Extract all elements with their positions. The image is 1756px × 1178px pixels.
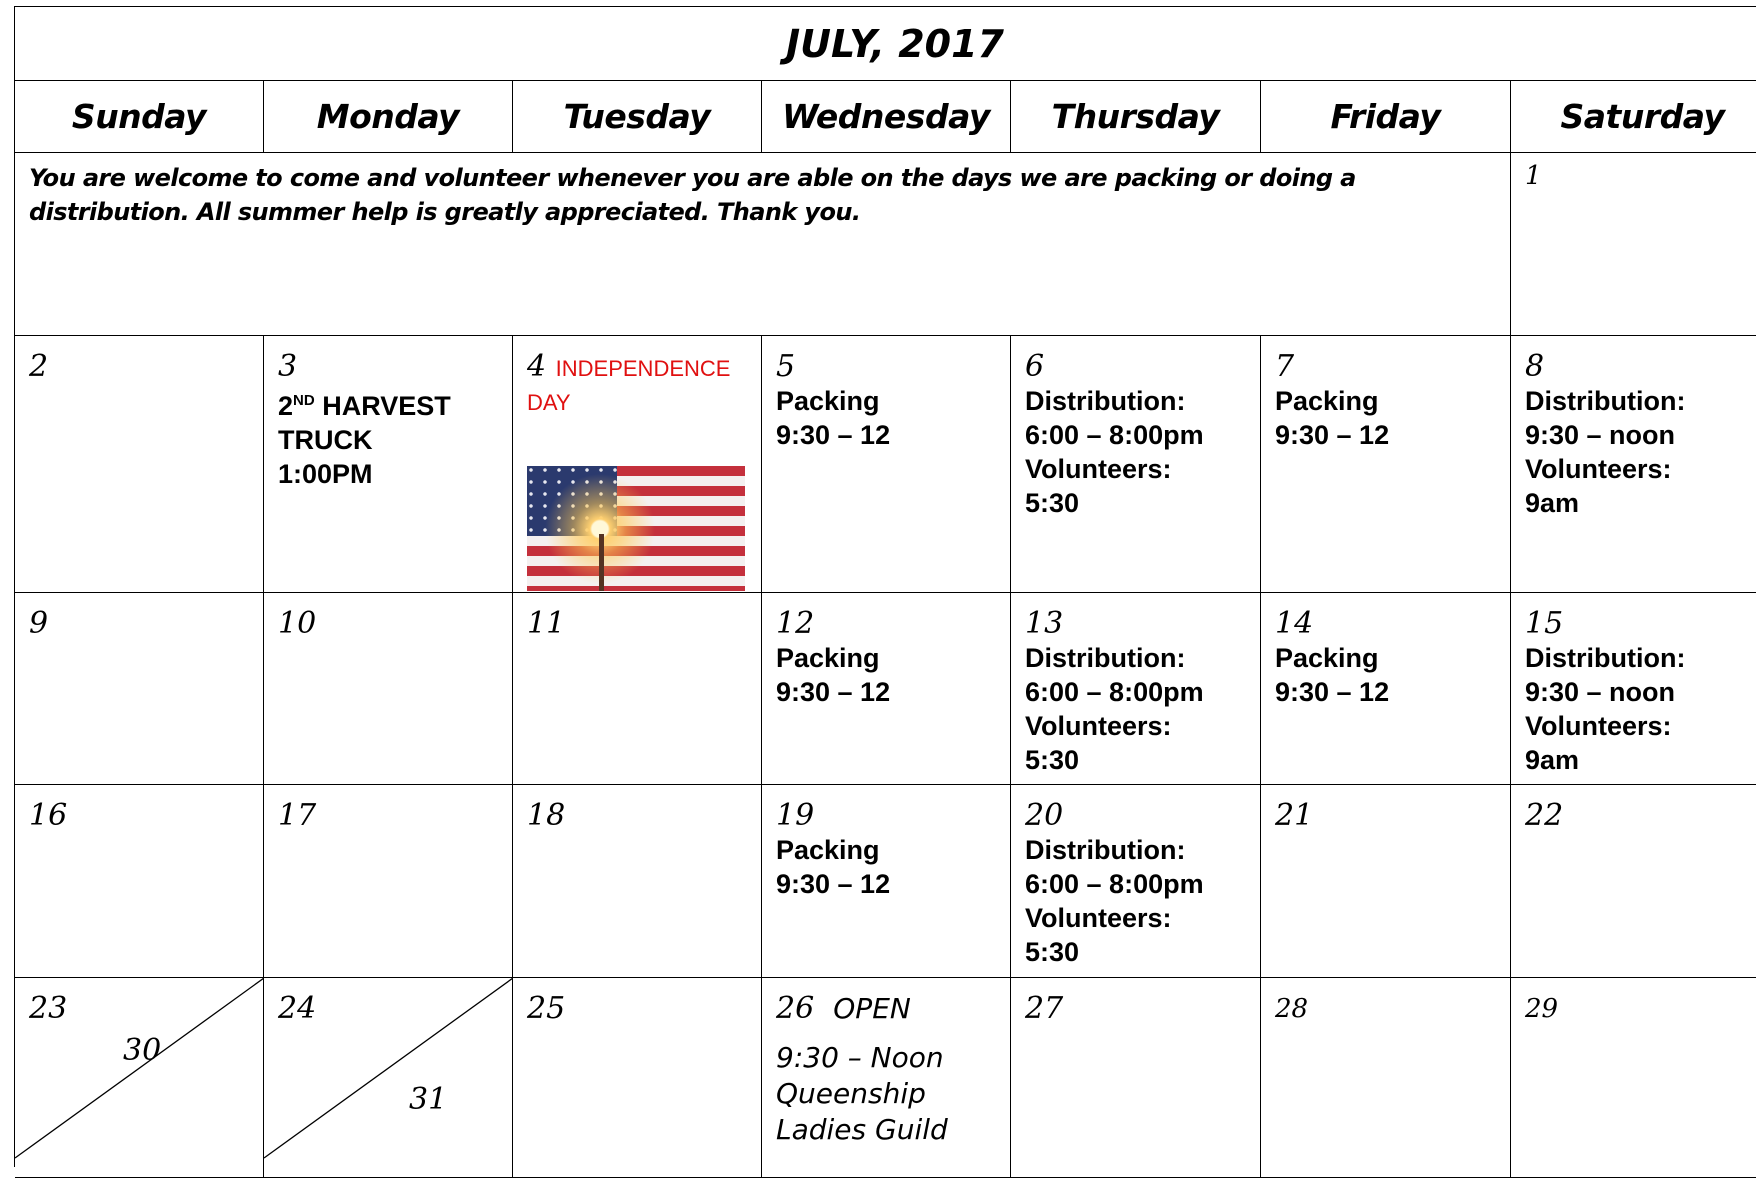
harvest-truck-label: TRUCK — [278, 425, 373, 455]
distribution-label: Distribution: — [1525, 386, 1686, 416]
day-number: 24 — [278, 991, 317, 1026]
open-time: 9:30 – Noon — [776, 1041, 944, 1074]
dayname-sunday: Sunday — [15, 80, 264, 153]
day-number: 29 — [1525, 994, 1559, 1024]
day-cell-17 — [264, 785, 513, 978]
event-packing — [762, 833, 1010, 901]
dayname-wednesday: Wednesday — [762, 80, 1011, 153]
day-cell-9 — [15, 593, 264, 785]
harvest-time: 1:00PM — [278, 459, 373, 489]
distribution-time: 6:00 – 8:00pm — [1025, 420, 1204, 450]
event-harvest-truck — [264, 384, 512, 491]
intro-line-1: You are welcome to come and volunteer whenever you are able on the days we are packing or doing a — [29, 164, 1356, 192]
dayname-friday: Friday — [1261, 80, 1511, 153]
volunteers-time: 9am — [1525, 488, 1580, 518]
packing-time: 9:30 – 12 — [1275, 420, 1390, 450]
packing-label: Packing — [1275, 386, 1379, 416]
packing-label: Packing — [776, 643, 880, 673]
day-cell-12 — [762, 593, 1011, 785]
day-number: 19 — [776, 798, 815, 833]
intro-line-2: distribution. All summer help is greatly appreciated. Thank you. — [29, 198, 861, 226]
guild-line-1: Queenship — [776, 1077, 926, 1110]
day-cell-13 — [1011, 593, 1261, 785]
day-cell-3 — [264, 336, 513, 593]
open-label: OPEN — [833, 992, 911, 1025]
distribution-time: 6:00 – 8:00pm — [1025, 869, 1204, 899]
packing-label: Packing — [776, 835, 880, 865]
distribution-time: 9:30 – noon — [1525, 420, 1676, 450]
day-cell-18 — [513, 785, 762, 978]
day-number: 11 — [527, 606, 566, 641]
packing-label: Packing — [1275, 643, 1379, 673]
day-cell-20 — [1011, 785, 1261, 978]
day-number: 4 — [527, 349, 547, 384]
day-number-30: 30 — [123, 1033, 162, 1068]
day-cell-25 — [513, 978, 762, 1178]
intro-note-cell — [15, 153, 1511, 336]
day-cell-1 — [1511, 153, 1756, 336]
sparkler-stick — [599, 534, 604, 591]
distribution-label: Distribution: — [1525, 643, 1686, 673]
harvest-ordinal-suffix: ND — [293, 392, 315, 409]
volunteers-time: 9am — [1525, 745, 1580, 775]
day-number: 8 — [1525, 349, 1545, 384]
volunteers-time: 5:30 — [1025, 937, 1080, 967]
packing-time: 9:30 – 12 — [776, 869, 891, 899]
flag-sparkler-image — [527, 466, 745, 591]
day-cell-24-31 — [264, 978, 513, 1178]
volunteers-label: Volunteers: — [1525, 454, 1672, 484]
volunteers-label: Volunteers: — [1025, 711, 1172, 741]
holiday-line-2: DAY — [527, 390, 571, 415]
day-number-31: 31 — [409, 1082, 448, 1117]
day-number: 10 — [278, 606, 317, 641]
day-number: 23 — [29, 991, 68, 1026]
day-cell-21 — [1261, 785, 1511, 978]
day-number-row — [513, 336, 761, 386]
day-cell-15 — [1511, 593, 1756, 785]
day-number: 25 — [527, 991, 566, 1026]
day-number: 28 — [1275, 994, 1309, 1024]
dayname-monday: Monday — [264, 80, 513, 153]
day-number: 3 — [278, 349, 298, 384]
dayname-saturday: Saturday — [1511, 80, 1756, 153]
calendar — [14, 6, 1756, 1167]
day-cell-6 — [1011, 336, 1261, 593]
day-cell-11 — [513, 593, 762, 785]
packing-time: 9:30 – 12 — [1275, 677, 1390, 707]
day-number: 6 — [1025, 349, 1045, 384]
packing-time: 9:30 – 12 — [776, 420, 891, 450]
day-number: 1 — [1525, 161, 1542, 191]
packing-label: Packing — [776, 386, 880, 416]
day-number: 9 — [29, 606, 49, 641]
day-number: 13 — [1025, 606, 1064, 641]
day-number: 26 — [776, 991, 815, 1026]
distribution-label: Distribution: — [1025, 643, 1186, 673]
day-cell-8 — [1511, 336, 1756, 593]
day-cell-22 — [1511, 785, 1756, 978]
intro-note — [15, 153, 1510, 229]
event-distribution — [1011, 833, 1260, 969]
day-number: 15 — [1525, 606, 1564, 641]
day-cell-5 — [762, 336, 1011, 593]
day-number: 5 — [776, 349, 796, 384]
dayname-tuesday: Tuesday — [513, 80, 762, 153]
dayname-thursday: Thursday — [1011, 80, 1261, 153]
volunteers-label: Volunteers: — [1025, 903, 1172, 933]
event-packing — [1261, 641, 1510, 709]
volunteers-time: 5:30 — [1025, 488, 1080, 518]
day-number: 27 — [1025, 991, 1064, 1026]
event-packing — [762, 641, 1010, 709]
guild-line-2: Ladies Guild — [776, 1113, 948, 1146]
day-cell-4 — [513, 336, 762, 593]
harvest-ordinal: 2 — [278, 391, 294, 421]
day-number: 21 — [1275, 798, 1314, 833]
day-number: 22 — [1525, 798, 1564, 833]
day-cell-7 — [1261, 336, 1511, 593]
volunteers-time: 5:30 — [1025, 745, 1080, 775]
calendar-title: JULY, 2017 — [15, 7, 1756, 81]
event-packing — [1261, 384, 1510, 452]
holiday-line-1: INDEPENDENCE — [555, 356, 731, 381]
day-number: 18 — [527, 798, 566, 833]
day-number-row — [762, 978, 1010, 1026]
day-cell-19 — [762, 785, 1011, 978]
day-number: 17 — [278, 798, 317, 833]
day-cell-23-30 — [15, 978, 264, 1178]
volunteers-label: Volunteers: — [1525, 711, 1672, 741]
event-packing — [762, 384, 1010, 452]
day-number: 20 — [1025, 798, 1064, 833]
day-cell-26 — [762, 978, 1011, 1178]
distribution-time: 9:30 – noon — [1525, 677, 1676, 707]
packing-time: 9:30 – 12 — [776, 677, 891, 707]
distribution-label: Distribution: — [1025, 835, 1186, 865]
day-cell-14 — [1261, 593, 1511, 785]
distribution-label: Distribution: — [1025, 386, 1186, 416]
event-distribution — [1011, 384, 1260, 520]
day-cell-16 — [15, 785, 264, 978]
event-distribution — [1511, 641, 1756, 777]
harvest-word: HARVEST — [314, 391, 451, 421]
day-number: 7 — [1275, 349, 1295, 384]
day-cell-29 — [1511, 978, 1756, 1178]
day-cell-10 — [264, 593, 513, 785]
day-number: 12 — [776, 606, 815, 641]
day-cell-2 — [15, 336, 264, 593]
event-distribution — [1011, 641, 1260, 777]
distribution-time: 6:00 – 8:00pm — [1025, 677, 1204, 707]
day-number: 2 — [29, 349, 49, 384]
day-number: 14 — [1275, 606, 1314, 641]
day-cell-28 — [1261, 978, 1511, 1178]
day-cell-27 — [1011, 978, 1261, 1178]
event-distribution — [1511, 384, 1756, 520]
volunteers-label: Volunteers: — [1025, 454, 1172, 484]
day-number: 16 — [29, 798, 68, 833]
